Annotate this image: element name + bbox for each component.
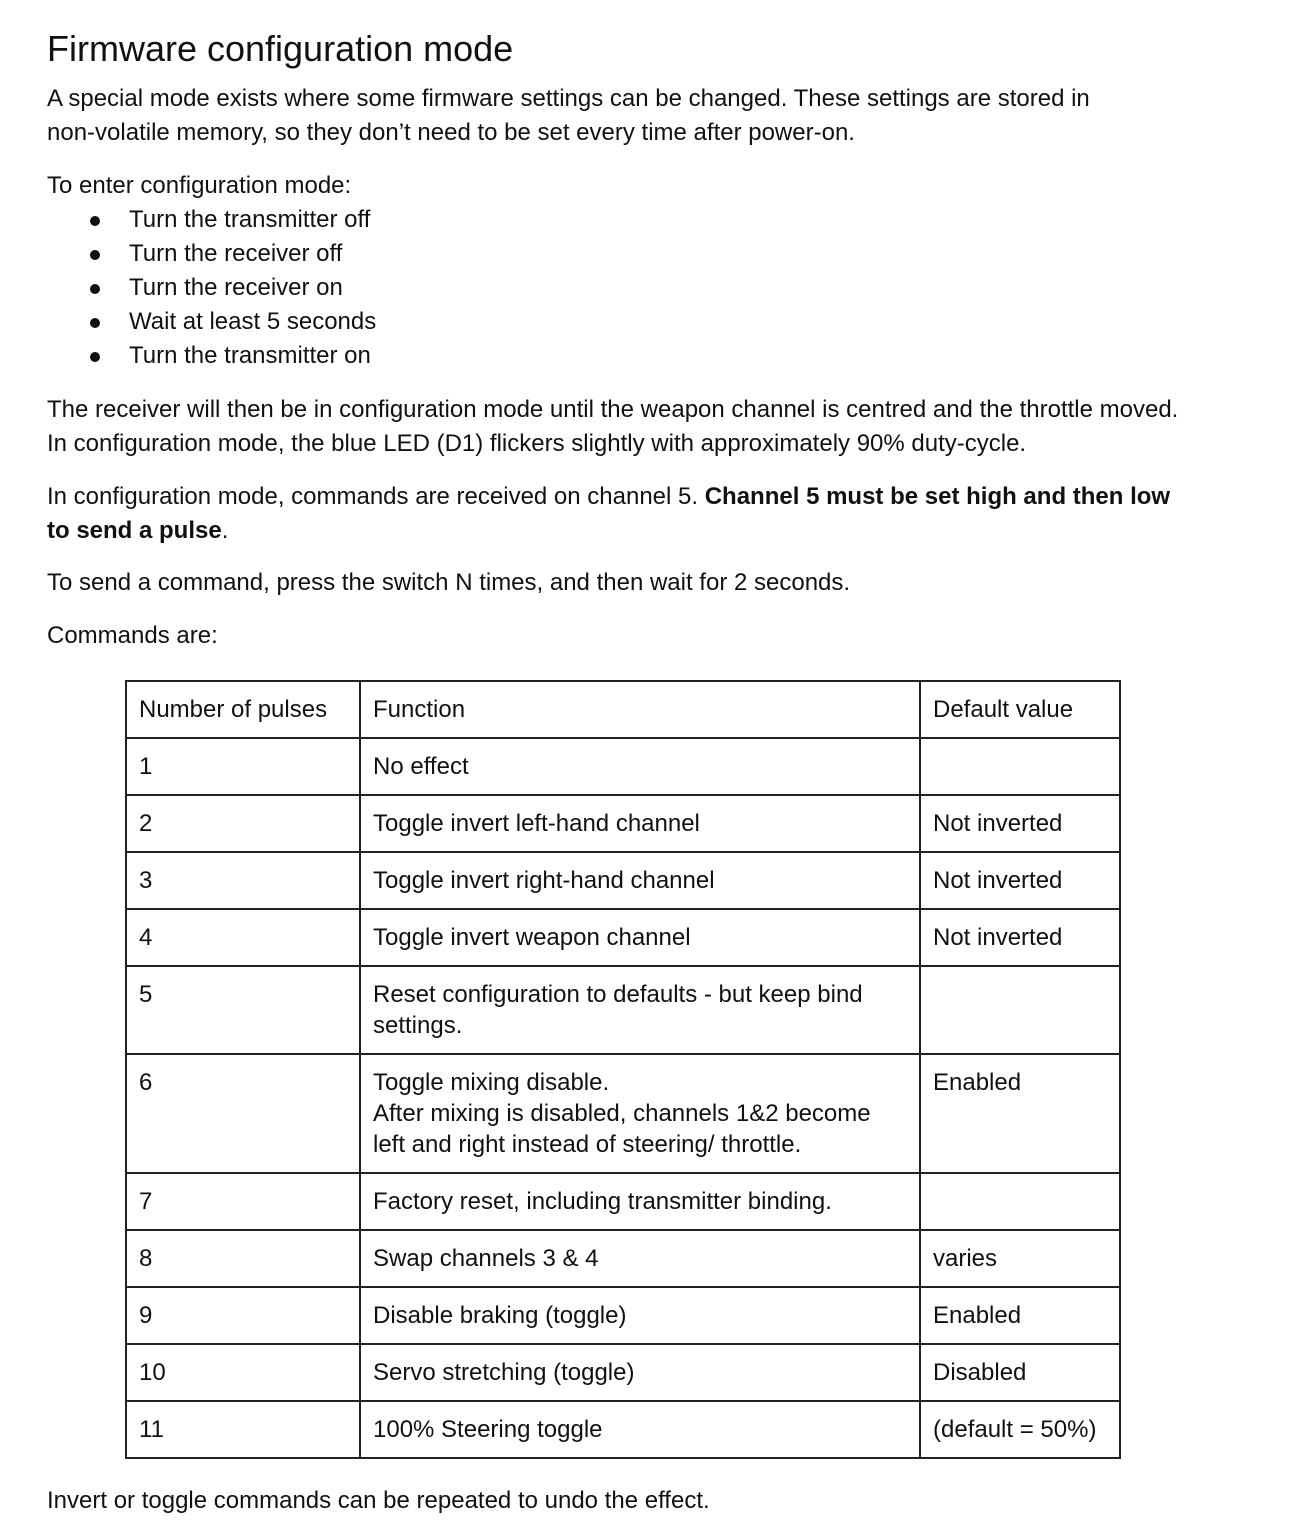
cell-function	[360, 1344, 920, 1401]
table-row	[126, 795, 1120, 852]
function-line: settings.	[373, 1012, 463, 1039]
header-pulses: Number of pulses	[126, 681, 360, 738]
channel-paragraph	[47, 480, 1170, 548]
cell-pulses: 8	[126, 1230, 360, 1287]
intro-line-1: A special mode exists where some firmware settings can be changed. These settings are stored in	[47, 85, 1090, 112]
receiver-line-2: In configuration mode, the blue LED (D1) flickers slightly with approximately 90% duty-cycle.	[47, 430, 1027, 457]
step-text: Turn the receiver on	[129, 274, 343, 301]
intro-line-2: non-volatile memory, so they don’t need to be set every time after power-on.	[47, 119, 855, 146]
table-row	[126, 1401, 1120, 1458]
commands-table	[125, 680, 1121, 1459]
function-line: Factory reset, including transmitter binding.	[373, 1188, 832, 1215]
cell-default: Enabled	[920, 1287, 1120, 1344]
cell-pulses: 1	[126, 738, 360, 795]
header-function: Function	[360, 681, 920, 738]
channel-bold-text-2: to send a pulse	[47, 517, 222, 544]
table-row	[126, 738, 1120, 795]
table-row	[126, 1230, 1120, 1287]
list-item	[47, 339, 376, 373]
commands-heading: Commands are:	[47, 622, 218, 649]
function-line: Swap channels 3 & 4	[373, 1245, 599, 1272]
receiver-paragraph	[47, 393, 1178, 461]
table-row	[126, 1173, 1120, 1230]
header-default: Default value	[920, 681, 1120, 738]
cell-default: Not inverted	[920, 909, 1120, 966]
table-row	[126, 1054, 1120, 1173]
bullet-icon	[90, 318, 100, 328]
cell-default	[920, 738, 1120, 795]
cell-pulses: 4	[126, 909, 360, 966]
list-item	[47, 305, 376, 339]
cell-default: Not inverted	[920, 795, 1120, 852]
function-line: No effect	[373, 753, 469, 780]
table-row	[126, 1287, 1120, 1344]
cell-function	[360, 1173, 920, 1230]
enter-heading: To enter configuration mode:	[47, 172, 352, 199]
cell-function	[360, 852, 920, 909]
cell-default: Not inverted	[920, 852, 1120, 909]
list-item	[47, 271, 376, 305]
table-header-row	[126, 681, 1120, 738]
cell-pulses: 2	[126, 795, 360, 852]
bullet-icon	[90, 216, 100, 226]
bullet-icon	[90, 250, 100, 260]
step-text: Wait at least 5 seconds	[129, 308, 377, 335]
cell-default: (default = 50%)	[920, 1401, 1120, 1458]
cell-default: Disabled	[920, 1344, 1120, 1401]
list-item	[47, 203, 376, 237]
receiver-line-1: The receiver will then be in configuration mode until the weapon channel is centred and the throttle moved.	[47, 396, 1179, 423]
bullet-icon	[90, 352, 100, 362]
function-line: Toggle mixing disable.	[373, 1069, 610, 1096]
function-line: left and right instead of steering/ throttle.	[373, 1131, 802, 1158]
function-line: Toggle invert right-hand channel	[373, 867, 715, 894]
cell-pulses: 9	[126, 1287, 360, 1344]
cell-pulses: 6	[126, 1054, 360, 1173]
channel-line-1	[47, 480, 1170, 514]
function-line: Toggle invert weapon channel	[373, 924, 691, 951]
intro-paragraph	[47, 82, 1090, 150]
cell-default	[920, 966, 1120, 1054]
cell-pulses: 11	[126, 1401, 360, 1458]
steps-list	[47, 203, 376, 373]
table-row	[126, 1344, 1120, 1401]
channel-line-2	[47, 514, 1170, 548]
channel-bold-text: Channel 5 must be set high and then low	[704, 483, 1171, 510]
bullet-icon	[90, 284, 100, 294]
table-row	[126, 966, 1120, 1054]
cell-function	[360, 909, 920, 966]
cell-function	[360, 1287, 920, 1344]
cell-default	[920, 1173, 1120, 1230]
function-line: Toggle invert left-hand channel	[373, 810, 700, 837]
send-paragraph: To send a command, press the switch N times, and then wait for 2 seconds.	[47, 569, 851, 596]
page-title: Firmware configuration mode	[47, 28, 514, 69]
cell-function	[360, 1054, 920, 1173]
cell-function	[360, 738, 920, 795]
cell-function	[360, 966, 920, 1054]
cell-default: varies	[920, 1230, 1120, 1287]
cell-function	[360, 1401, 920, 1458]
cell-pulses: 10	[126, 1344, 360, 1401]
table-row	[126, 909, 1120, 966]
cell-default: Enabled	[920, 1054, 1120, 1173]
step-text: Turn the transmitter off	[129, 206, 371, 233]
step-text: Turn the receiver off	[129, 240, 343, 267]
step-text: Turn the transmitter on	[129, 342, 371, 369]
channel-end: .	[221, 517, 229, 544]
cell-pulses: 7	[126, 1173, 360, 1230]
function-line: Reset configuration to defaults - but keep bind	[373, 981, 863, 1008]
cell-pulses: 3	[126, 852, 360, 909]
cell-pulses: 5	[126, 966, 360, 1054]
function-line: After mixing is disabled, channels 1&2 become	[373, 1100, 871, 1127]
function-line: Disable braking (toggle)	[373, 1302, 627, 1329]
cell-function	[360, 795, 920, 852]
function-line: 100% Steering toggle	[373, 1416, 603, 1443]
footer-note: Invert or toggle commands can be repeated to undo the effect.	[47, 1487, 710, 1514]
channel-text: In configuration mode, commands are received on channel 5.	[47, 483, 705, 510]
function-line: Servo stretching (toggle)	[373, 1359, 635, 1386]
cell-function	[360, 1230, 920, 1287]
list-item	[47, 237, 376, 271]
table-row	[126, 852, 1120, 909]
